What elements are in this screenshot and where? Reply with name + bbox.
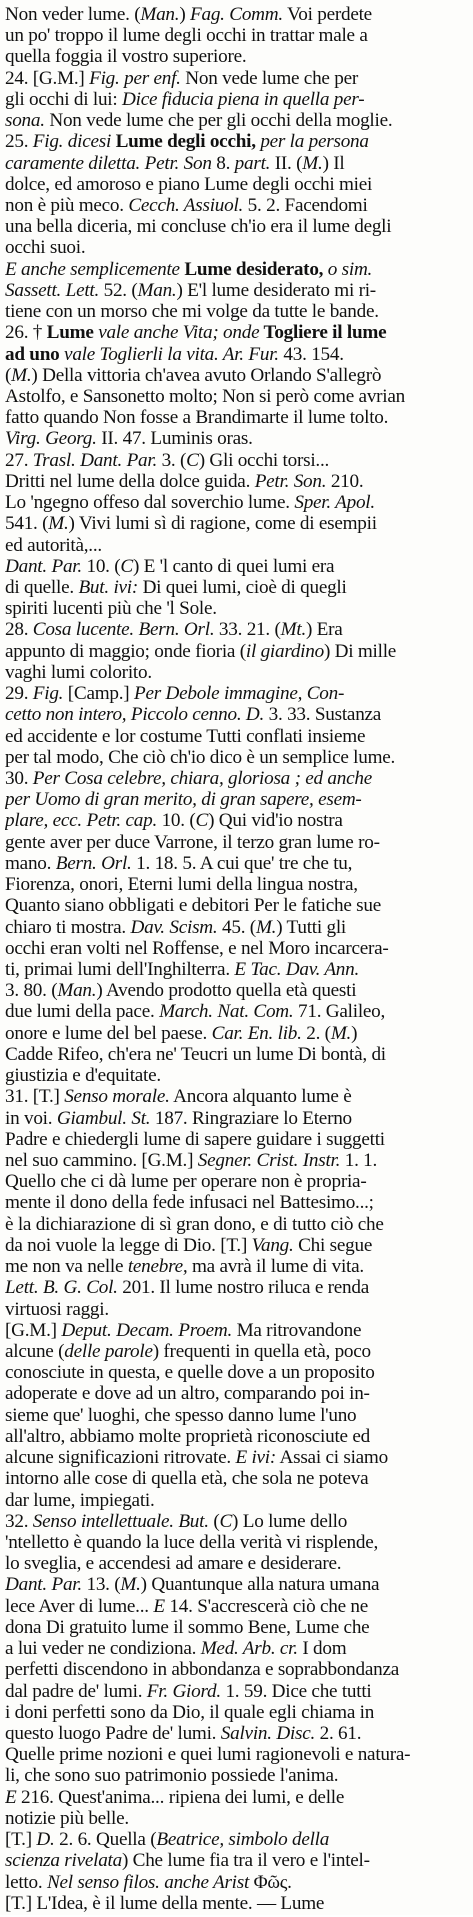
text-run: è la dichiarazione di sì gran dono, e di tutto ciò che bbox=[5, 1213, 384, 1235]
italic-run: Sper. Apol. bbox=[294, 492, 375, 514]
text-run: ) Avendo prodotto quella età questi bbox=[96, 980, 357, 1002]
text-run: Di quei lumi, cioè di quegli bbox=[138, 577, 347, 598]
text-run: 24. [G.M.] bbox=[5, 67, 90, 89]
italic-run: M. bbox=[11, 364, 32, 386]
text-run: 32. bbox=[5, 1510, 33, 1532]
text-run: 33. 21. ( bbox=[214, 619, 281, 641]
italic-run: M. bbox=[302, 152, 323, 174]
text-run: Assai ci siamo bbox=[276, 1447, 388, 1469]
text-run: Non veder lume. ( bbox=[5, 4, 141, 25]
italic-run: M. bbox=[330, 1022, 352, 1044]
text-run: ) Quantunque alla natura umana bbox=[140, 1574, 380, 1596]
text-run: [G.M.] bbox=[5, 1319, 62, 1341]
text-run: 1. 1. bbox=[340, 1150, 378, 1171]
italic-run: March. Nat. Com. bbox=[159, 1001, 294, 1023]
italic-run: Per Debole immagine, Con- bbox=[134, 683, 345, 705]
text-run: ) Della vittoria ch'avea avuto Orlando S'allegrò bbox=[31, 364, 382, 386]
text-run: 45. ( bbox=[217, 916, 256, 938]
italic-run: Petr. Son. bbox=[254, 470, 327, 492]
italic-run: Dice fiducia piena in quella per- bbox=[122, 88, 365, 110]
text-run: 'ntelletto è quando la luce della verità vi risplende, bbox=[5, 1532, 379, 1553]
text-run: intorno alle cose di quella età, che sola ne poteva bbox=[5, 1468, 369, 1490]
text-run: 1. 18. 5. A cui que' tre che tu, bbox=[131, 852, 353, 874]
text-run: per tal modo, Che ciò ch'io dico è un semplice lume. bbox=[5, 746, 396, 768]
text-run: Quanto siano obbligati e debitori Per le fatiche sue bbox=[5, 895, 381, 917]
text-run: ) Vivi lumi sì di ragione, come di esempii bbox=[68, 513, 377, 535]
italic-run: Cosa lucente. Bern. Orl. bbox=[32, 619, 215, 641]
text-run: ) frequenti in quella età, poco bbox=[152, 1341, 371, 1362]
text-run: alcune significazioni ritrovate. bbox=[5, 1447, 236, 1469]
text-run: dona Di gratuito lume il sommo Bene, Lume che bbox=[5, 1616, 370, 1638]
italic-run: Car. En. lib. bbox=[211, 1022, 302, 1044]
bold-run: Lume degli occhi, bbox=[111, 131, 256, 153]
text-run: i doni perfetti sono da Dio, il quale egli chiama in bbox=[5, 1701, 375, 1723]
text-run: virtuosi raggi. bbox=[5, 1298, 109, 1320]
text-run: occhi suoi. bbox=[5, 237, 86, 259]
bold-run: Lume desiderato, bbox=[179, 258, 324, 280]
text-run: adoperate e dove ad un altro, comparando poi in- bbox=[5, 1383, 370, 1405]
text-run: 25. bbox=[5, 131, 33, 153]
italic-run: Fig. bbox=[32, 683, 64, 705]
text-run: ) Di mille bbox=[323, 640, 397, 662]
italic-run: Fig. dicesi bbox=[32, 131, 112, 153]
italic-run: C bbox=[219, 1510, 233, 1532]
italic-run: Salvin. Disc. bbox=[220, 1723, 316, 1744]
italic-run: Man. bbox=[137, 279, 177, 301]
italic-run: Man. bbox=[57, 980, 97, 1002]
italic-run: Fig. per enf. bbox=[89, 67, 181, 89]
text-run: ) Qui vid'io nostra bbox=[208, 810, 343, 832]
italic-run: Dav. Scism. bbox=[130, 916, 218, 938]
text-run: [Camp.] bbox=[63, 683, 134, 705]
italic-run: sona. bbox=[5, 110, 45, 132]
text-run: ma avrà il lume di vita. bbox=[187, 1256, 364, 1278]
italic-run: E bbox=[153, 1595, 165, 1617]
text-run: occhi eran volti nel Roffense, e nel Moro incarcera- bbox=[5, 937, 389, 959]
text-run: tiene con un morso che mi volge da tutte le bande. bbox=[5, 301, 379, 323]
text-run: 3. ( bbox=[157, 449, 187, 471]
text-run: 13. ( bbox=[81, 1574, 121, 1596]
text-run: 3. 80. ( bbox=[5, 980, 58, 1002]
italic-run: Per Cosa celebre, chiara, gloriosa ; ed anche bbox=[32, 768, 372, 789]
text-run: ) bbox=[351, 1022, 358, 1044]
italic-run: Mt. bbox=[280, 619, 306, 641]
italic-run: Trasl. Dant. Par. bbox=[32, 449, 158, 471]
italic-run: C bbox=[120, 555, 133, 577]
italic-run: cetto non intero, Piccolo cenno. D. bbox=[5, 704, 265, 726]
italic-run: Med. Arb. cr. bbox=[200, 1638, 298, 1660]
text-run: gente aver per duce Varrone, il terzo gran lume ro- bbox=[5, 831, 380, 853]
italic-run: Dant. Par. bbox=[5, 1574, 82, 1596]
text-run: 14. S'accrescerà ciò che ne bbox=[164, 1595, 368, 1617]
text-run: ) Che lume fia tra il vero e l'intel- bbox=[121, 1850, 370, 1872]
text-run: ) Gli occhi torsi... bbox=[198, 449, 330, 471]
text-run: Φῶς. bbox=[249, 1871, 292, 1893]
text-run: me non va nelle bbox=[5, 1256, 128, 1278]
italic-run: Senso morale. bbox=[64, 1086, 170, 1108]
text-run: due lumi della pace. bbox=[5, 1001, 160, 1023]
text-run: lece Aver di lume... bbox=[5, 1595, 154, 1617]
italic-run: Man. bbox=[140, 4, 180, 25]
text-run: Astolfo, e Sansonetto molto; Non si però come avrian bbox=[5, 386, 405, 407]
text-run: dar lume, impiegati. bbox=[5, 1489, 155, 1511]
text-run: Dritti nel lume della dolce guida. bbox=[5, 470, 255, 492]
text-run: II. ( bbox=[270, 152, 303, 174]
text-run: vaghi lumi colorito. bbox=[5, 661, 152, 683]
text-line bbox=[5, 1891, 465, 1917]
text-run: appunto di maggio; onde fioria ( bbox=[5, 640, 246, 662]
text-run: ) Lo lume dello bbox=[232, 1510, 348, 1532]
italic-run: Segner. Crist. Instr. bbox=[197, 1150, 341, 1171]
text-run: 31. [T.] bbox=[5, 1086, 65, 1108]
text-run: dolce, ed amoroso e piano Lume degli occhi miei bbox=[5, 173, 373, 195]
italic-run: M. bbox=[120, 1574, 141, 1596]
text-run: letto. bbox=[5, 1871, 47, 1893]
text-run: Non vede lume che per gli occhi della moglie. bbox=[44, 110, 393, 132]
italic-run: Senso intellettuale. But. bbox=[32, 1510, 209, 1532]
italic-run: vale Toglierli la vita. Ar. Fur. bbox=[59, 343, 279, 365]
italic-run: tenebre, bbox=[127, 1256, 188, 1278]
text-run: 2. ( bbox=[301, 1022, 331, 1044]
text-run: nel suo cammino. [G.M.] bbox=[5, 1150, 198, 1171]
italic-run: per la persona bbox=[255, 131, 369, 153]
bold-run: Lume bbox=[46, 322, 94, 344]
italic-run: Fag. Comm. bbox=[190, 4, 283, 25]
text-run: 30. bbox=[5, 768, 33, 789]
text-run: [T.] bbox=[5, 1829, 37, 1851]
text-run: 71. Galileo, bbox=[293, 1001, 386, 1023]
text-run: 26. † bbox=[5, 322, 47, 344]
text-run: dal padre de' lumi. bbox=[5, 1680, 147, 1702]
bold-run: ad uno bbox=[5, 343, 60, 365]
text-run: ( bbox=[5, 364, 12, 386]
text-run: da noi vuole la legge di Dio. [T.] bbox=[5, 1234, 252, 1256]
italic-run: il giardino bbox=[245, 640, 324, 662]
text-run: ) Il bbox=[322, 152, 345, 174]
italic-run: delle parole bbox=[64, 1341, 153, 1362]
text-run: Ancora alquanto lume è bbox=[169, 1086, 352, 1108]
text-run: Quello che ci dà lume per operare non è propria- bbox=[5, 1171, 367, 1193]
text-run: notizie più belle. bbox=[5, 1807, 129, 1829]
text-run: perfetti discendono in abbondanza e soprabbondanza bbox=[5, 1659, 400, 1681]
italic-run: per Uomo di gran merito, di gran sapere, esem- bbox=[5, 789, 362, 811]
text-run: Ma ritrovandone bbox=[232, 1319, 362, 1341]
italic-run: Deput. Decam. Proem. bbox=[61, 1319, 233, 1341]
italic-run: E Tac. Dav. Ann. bbox=[234, 959, 360, 980]
italic-run: Bern. Orl. bbox=[55, 852, 132, 874]
italic-run: But. ivi: bbox=[78, 577, 139, 598]
text-run: 52. ( bbox=[99, 279, 138, 301]
italic-run: Lett. B. G. Col. bbox=[5, 1277, 118, 1299]
text-run: 29. bbox=[5, 683, 33, 705]
text-run: fatto quando Non fosse a Brandimarte il lume tolto. bbox=[5, 407, 389, 429]
text-run: lo sveglia, e accendesi ad amare e desiderare. bbox=[5, 1553, 342, 1575]
italic-run: Nel senso filos. anche Arist bbox=[46, 1871, 250, 1893]
italic-run: M. bbox=[255, 916, 277, 938]
text-run: Voi perdete bbox=[282, 4, 372, 25]
text-run: ti, primai lumi dell'Inghilterra. bbox=[5, 959, 235, 980]
text-run: un po' troppo il lume degli occhi in trattar male a bbox=[5, 25, 368, 47]
italic-run: Fr. Giord. bbox=[146, 1680, 221, 1702]
text-run: 216. Quest'anima... ripiena dei lumi, e delle bbox=[16, 1786, 345, 1808]
text-run: 10. ( bbox=[157, 810, 196, 832]
italic-run: caramente diletta. Petr. Son bbox=[5, 152, 212, 174]
text-run: quella foggia il vostro superiore. bbox=[5, 46, 247, 68]
text-run: conosciute in questa, e quelle dove a un proposito bbox=[5, 1362, 375, 1384]
text-run: I dom bbox=[297, 1638, 347, 1660]
text-run: a lui veder ne condiziona. bbox=[5, 1638, 201, 1660]
text-run: questo luogo Padre de' lumi. bbox=[5, 1723, 221, 1744]
text-run: II. 47. Luminis oras. bbox=[96, 428, 253, 450]
italic-run: Virg. Georg. bbox=[5, 428, 97, 450]
text-run: Fiorenza, onori, Eterni lumi della lingua nostra, bbox=[5, 874, 358, 896]
text-run: chiaro ti mostra. bbox=[5, 916, 131, 938]
italic-run: o sim. bbox=[323, 258, 373, 280]
text-run: gli occhi di lui: bbox=[5, 88, 123, 110]
text-run: [T.] L'Idea, è il lume della mente. — Lume bbox=[5, 1892, 325, 1914]
text-run: di quelle. bbox=[5, 577, 79, 598]
italic-run: Sassett. Lett. bbox=[5, 279, 100, 301]
italic-run: C bbox=[195, 810, 209, 832]
text-run: sieme que' luoghi, che spesso danno lume l'uno bbox=[5, 1404, 357, 1426]
italic-run: Dant. Par. bbox=[5, 555, 82, 577]
text-run: alcune ( bbox=[5, 1341, 65, 1362]
text-run: 201. Il lume nostro riluca e renda bbox=[117, 1277, 369, 1299]
italic-run: M. bbox=[48, 513, 69, 535]
text-run: ) Era bbox=[306, 619, 343, 641]
text-run: ed accidente e lor costume Tutti conflati insieme bbox=[5, 725, 366, 747]
text-run: 187. Ringraziare lo Eterno bbox=[150, 1107, 352, 1129]
text-run: onore e lume del bel paese. bbox=[5, 1022, 212, 1044]
text-run: 8. bbox=[211, 152, 235, 174]
text-run: ) E 'l canto di quei lumi era bbox=[132, 555, 335, 577]
text-run: 2. 6. Quella ( bbox=[54, 1829, 157, 1851]
italic-run: vale anche Vita; onde bbox=[93, 322, 260, 344]
italic-run: Cecch. Assiuol. bbox=[128, 195, 244, 216]
text-run: 27. bbox=[5, 449, 33, 471]
italic-run: E ivi: bbox=[235, 1447, 277, 1469]
text-run: Cadde Rifeo, ch'era ne' Teucri un lume Di bontà, di bbox=[5, 1043, 386, 1065]
italic-run: Beatrice, simbolo della bbox=[156, 1829, 330, 1851]
text-run: ) bbox=[179, 4, 191, 25]
italic-run: Vang. bbox=[251, 1234, 294, 1256]
text-run: ) Tutti gli bbox=[276, 916, 346, 938]
text-run: non è più meco. bbox=[5, 195, 129, 216]
text-run: in voi. bbox=[5, 1107, 57, 1129]
italic-run: E anche semplicemente bbox=[5, 258, 180, 280]
text-run: Non vede lume che per bbox=[180, 67, 358, 89]
text-run: 28. bbox=[5, 619, 33, 641]
italic-run: D. bbox=[36, 1829, 55, 1851]
text-run: ) E'l lume desiderato mi ri- bbox=[176, 279, 376, 301]
italic-run: scienza rivelata bbox=[5, 1850, 122, 1872]
text-run: Quelle prime nozioni e quei lumi ragionevoli e natura- bbox=[5, 1744, 411, 1766]
text-run: 210. bbox=[326, 470, 364, 492]
text-run: Lo 'ngegno offeso dal soverchio lume. bbox=[5, 492, 295, 514]
text-run: Padre e chiedergli lume di sapere guidare i suggetti bbox=[5, 1128, 385, 1150]
text-run: ( bbox=[208, 1510, 220, 1532]
text-run: 43. 154. bbox=[278, 343, 344, 365]
italic-run: C bbox=[186, 449, 199, 471]
text-run: 3. 33. Sustanza bbox=[264, 704, 382, 726]
text-run: 10. ( bbox=[81, 555, 121, 577]
text-run: all'altro, abbiamo molte proprietà riconosciute ed bbox=[5, 1425, 370, 1447]
text-run: 5. 2. Facendomi bbox=[243, 195, 368, 216]
text-run: 541. ( bbox=[5, 513, 49, 535]
italic-run: Giambul. St. bbox=[56, 1107, 151, 1129]
text-run: una bella diceria, mi concluse ch'io era il lume degli bbox=[5, 216, 392, 238]
text-run: giustizia e d'equitate. bbox=[5, 1065, 161, 1087]
bold-run: Togliere il lume bbox=[259, 322, 387, 344]
italic-run: E bbox=[5, 1786, 17, 1808]
italic-run: part. bbox=[234, 152, 271, 174]
text-run: 2. 61. bbox=[315, 1723, 362, 1744]
text-run: mano. bbox=[5, 852, 56, 874]
text-run: ed autorità,... bbox=[5, 534, 102, 556]
text-run: li, che sono suo patrimonio possiede l'anima. bbox=[5, 1765, 339, 1787]
italic-run: plare, ecc. Petr. cap. bbox=[5, 810, 158, 832]
text-run: mente il dono della fede infusaci nel Battesimo...; bbox=[5, 1192, 374, 1214]
text-run: 1. 59. Dice che tutti bbox=[220, 1680, 372, 1702]
text-run: Chi segue bbox=[293, 1234, 373, 1256]
text-run: spiriti lucenti più che 'l Sole. bbox=[5, 598, 217, 620]
